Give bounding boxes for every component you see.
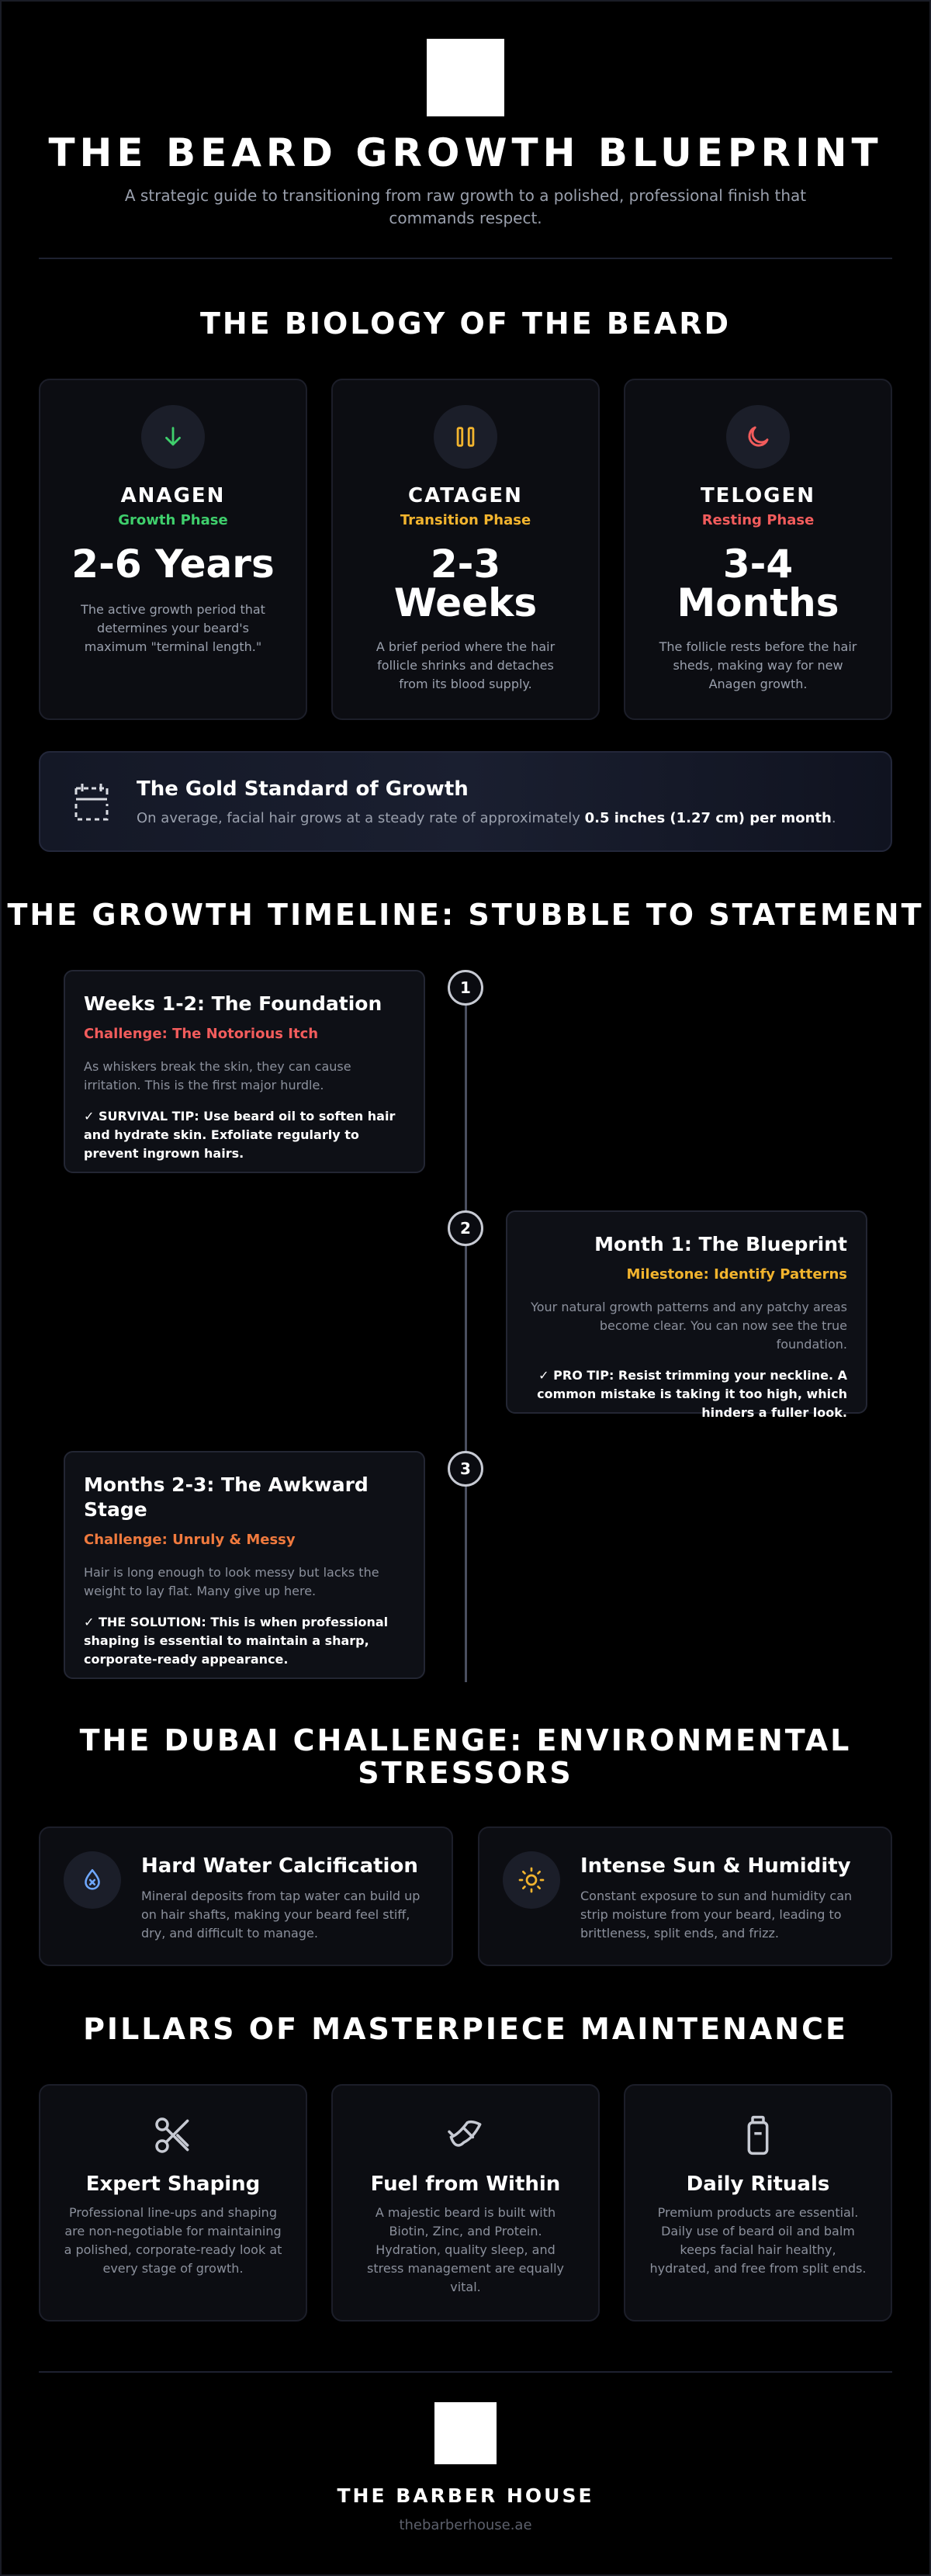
gold-title: The Gold Standard of Growth [137,777,469,801]
capsule-icon [442,2112,489,2159]
pillar-description: Professional line-ups and shaping are non-negotiable for maintaining a polished, corporate-ready look at every stage of growth. [64,2205,282,2276]
section-title-pillars: PILLARS OF MASTERPIECE MAINTENANCE [83,2012,848,2046]
moon-icon [726,405,790,469]
stressor-description: Mineral deposits from tap water can build up on hair shafts, making your beard feel stiff, dry, and difficult to manage. [141,1889,421,1941]
pillar-title: Expert Shaping [85,2173,261,2196]
section-title-dubai [0,1724,931,1789]
gold-text-highlight: 0.5 inches (1.27 cm) per month [584,810,832,826]
stressor-title: Intense Sun & Humidity [580,1854,851,1878]
section-title-line: THE DUBAI CHALLENGE: ENVIRONMENTAL [79,1723,852,1757]
divider [39,258,892,259]
arrow-down-icon [141,405,205,469]
phase-name: TELOGEN [700,484,816,507]
timeline-description: As whiskers break the skin, they can cause irritation. This is the first major hurdle. [84,1059,351,1092]
timeline-line [465,984,467,1682]
phase-card-telogen [624,379,892,720]
timeline-card-1 [64,970,425,1173]
logo [427,39,504,116]
pillar-card-nutrition [331,2084,600,2322]
phase-subtitle: Resting Phase [701,512,815,528]
gold-text [137,810,836,826]
footer-website-link[interactable]: thebarberhouse.ae [399,2517,532,2533]
timeline-step-number: 3 [448,1451,483,1487]
stressor-card-water [39,1826,453,1966]
timeline-title: Weeks 1-2: The Foundation [84,992,382,1015]
pillar-title: Daily Rituals [686,2173,830,2196]
page-title: THE BEARD GROWTH BLUEPRINT [48,130,883,175]
calendar-icon [71,781,112,827]
gold-text-body: On average, facial hair grows at a steady rate of approximately [137,810,585,826]
pillar-description: Premium products are essential. Daily use of beard oil and balm keeps facial hair healthy, hydrated, and free from split ends. [649,2205,867,2276]
timeline-tip: ✓ SURVIVAL TIP: Use beard oil to soften hair and hydrate skin. Exfoliate regularly to prevent ingrown hairs. [84,1109,396,1161]
section-title-biology: THE BIOLOGY OF THE BEARD [199,306,732,341]
divider [39,2371,892,2373]
pause-icon [434,405,497,469]
phase-description: The active growth period that determines your beard's maximum "terminal length." [81,602,265,654]
pillar-card-shaping [39,2084,307,2322]
stressor-card-sun [478,1826,892,1966]
gold-text-end: . [831,810,836,826]
phase-duration-line: Months [677,580,839,625]
phase-subtitle: Transition Phase [400,512,531,528]
scissors-icon [150,2112,196,2159]
phase-duration-line: Weeks [393,580,538,625]
footer-brand-name: THE BARBER HOUSE [337,2484,594,2507]
phase-description: The follicle rests before the hair sheds, making way for new Anagen growth. [659,639,857,691]
bottle-icon [735,2112,781,2159]
gold-standard-card [39,751,892,852]
timeline-milestone: Milestone: Identify Patterns [626,1266,847,1283]
timeline-description: Hair is long enough to look messy but lacks the weight to lay flat. Many give up here. [84,1565,379,1598]
water-drop-icon [64,1851,121,1909]
phase-card-anagen [39,379,307,720]
timeline-card-3 [64,1451,425,1679]
phase-duration-line: 3-4 [722,542,794,587]
pillar-title: Fuel from Within [370,2173,561,2196]
timeline-step-number: 1 [448,970,483,1006]
timeline-tip: ✓ PRO TIP: Resist trimming your neckline. A common mistake is taking it too high, which hinders a fuller look. [537,1368,847,1420]
phase-duration [625,542,891,625]
timeline-card-2 [506,1210,867,1420]
phase-duration-line: 2-3 [430,542,501,587]
timeline-challenge: Challenge: The Notorious Itch [84,1026,319,1042]
phase-card-catagen [331,379,600,720]
phase-duration [333,542,598,625]
phase-duration: 2-6 Years [71,542,275,587]
phase-name: ANAGEN [120,484,226,507]
timeline-step-number: 2 [448,1210,483,1246]
timeline-title: Months 2-3: The Awkward Stage [84,1473,369,1521]
timeline-tip: ✓ THE SOLUTION: This is when professional shaping is essential to maintain a sharp, corporate-ready appearance. [84,1615,389,1667]
sun-icon [503,1851,560,1909]
pillar-description: A majestic beard is built with Biotin, Zinc, and Protein. Hydration, quality sleep, and stress management are equally vital. [367,2205,564,2294]
phase-description: A brief period where the hair follicle shrinks and detaches from its blood supply. [376,639,555,691]
timeline-description: Your natural growth patterns and any patchy areas become clear. You can now see the true foundation. [531,1300,847,1352]
timeline-title: Month 1: The Blueprint [594,1233,847,1255]
timeline-challenge: Challenge: Unruly & Messy [84,1532,296,1548]
phase-subtitle: Growth Phase [118,512,228,528]
section-title-timeline: THE GROWTH TIMELINE: STUBBLE TO STATEMENT [7,898,924,932]
section-title-line: STRESSORS [358,1756,573,1790]
stressor-description: Constant exposure to sun and humidity can strip moisture from your beard, leading to brittleness, split ends, and frizz. [580,1889,853,1941]
page-subtitle: A strategic guide to transitioning from raw growth to a polished, professional finish that commands respect. [124,186,807,227]
phase-name: CATAGEN [408,484,523,507]
stressor-title: Hard Water Calcification [141,1854,418,1878]
footer-logo [434,2402,497,2464]
pillar-card-rituals [624,2084,892,2322]
